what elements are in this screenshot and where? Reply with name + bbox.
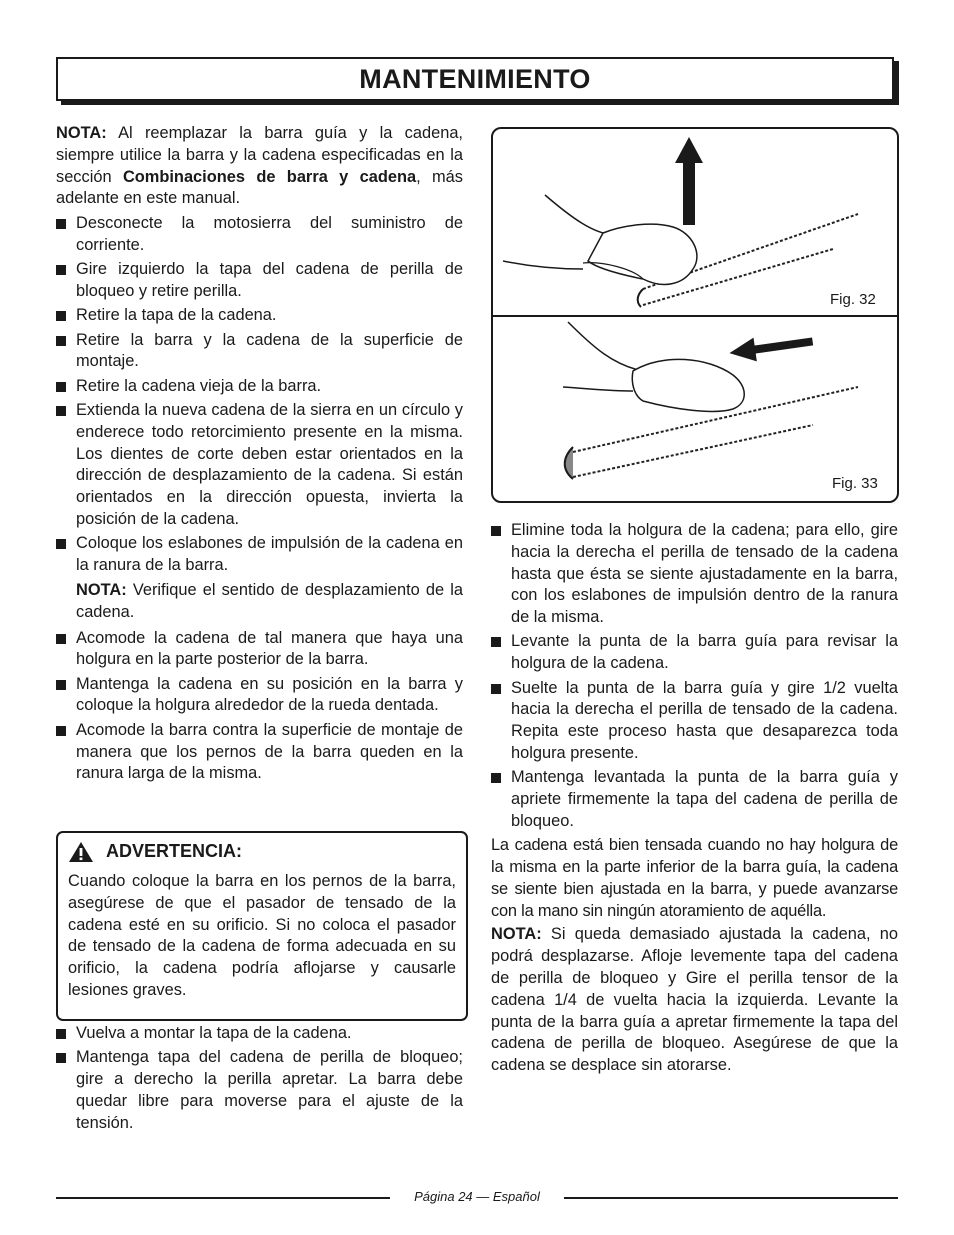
bullet-square-icon [491,637,501,647]
bullet-square-icon [491,526,501,536]
fig32-illustration [493,129,897,315]
bullet-square-icon [56,1053,66,1063]
page-title: MANTENIMIENTO [359,64,591,94]
list-item: Mantenga levantada la punta de la barra guía y apriete firmemente la tapa del cadena de perilla de bloqueo. [491,767,898,832]
warning-triangle-icon [68,841,94,863]
bullet-square-icon [56,1029,66,1039]
list-item: Levante la punta de la barra guía para revisar la holgura de la cadena. [491,631,898,675]
list-item: Mantenga la cadena en su posición en la barra y coloque la holgura alrededor de la rueda dentada. [56,674,463,718]
warning-header [68,841,456,863]
bullet-square-icon [491,773,501,783]
list-item: Elimine toda la holgura de la cadena; para ello, gire hacia la derecha el perilla de tensado de la cadena hasta que ésta se siente ajustadamente en la barra, con los eslabones de impulsión dentro de la ranura de la misma. [491,520,898,629]
steps-list [56,213,463,577]
fig32-caption: Fig. 32 [830,291,876,308]
intro-note [56,123,463,210]
list-item: Gire izquierdo la tapa del cadena de perilla de bloqueo y retire perilla. [56,259,463,303]
list-item: Coloque los eslabones de impulsión de la cadena en la ranura de la barra. [56,533,463,577]
list-item: Mantenga tapa del cadena de perilla de bloqueo; gire a derecho la perilla apretar. La barra debe quedar libre para moverse para el ajuste de la tensión. [56,1047,463,1134]
left-column [56,123,463,788]
page-number: Página 24 — Español [414,1189,540,1204]
warning-title: ADVERTENCIA: [106,841,243,862]
list-item: Vuelva a montar la tapa de la cadena. [56,1023,463,1045]
bullet-square-icon [56,311,66,321]
steps-list-2 [56,628,463,786]
section-title-box [56,57,894,101]
bullet-square-icon [56,680,66,690]
bullet-square-icon [56,336,66,346]
note-text-end: , más adelante en este manual. [56,167,463,208]
bullet-square-icon [56,634,66,644]
right-column [491,520,898,1077]
note-bold: Combinaciones de barra y cadena [122,167,417,186]
footer-rule-left [56,1197,390,1199]
list-item: Acomode la cadena de tal manera que haya una holgura en la parte posterior de la barra. [56,628,463,672]
bullet-square-icon [56,726,66,736]
right-steps-list [491,520,898,833]
warning-text: Cuando coloque la barra en los pernos de la barra, asegúrese de que el pasador de tensado de la cadena esté en su orificio. Si no coloca el pasador de tensado de la cadena de forma adecuada en su orificio, la cadena podría aflojarse y causarle lesiones graves. [68,872,456,999]
after-warning-list [56,1023,463,1137]
right-note: NOTA: Si queda demasiado ajustada la cadena, no podrá desplazarse. Afloje levemente tapa del cadena de perilla de bloqueo y Gire el perilla tensor de la cadena 1/4 de vuelta hacia la izquierda. Levante la punta de la barra guía a apretar firmemente la tapa del cadena de perilla de bloqueo. Asegúrese de que la cadena se desplace sin atorarse. [491,925,898,1075]
footer-rule-right [564,1197,898,1199]
fig33-caption: Fig. 33 [832,475,878,492]
sub-note: NOTA: Verifique el sentido de desplazamiento de la cadena. [76,580,463,621]
note-label: NOTA: [56,124,107,142]
page-footer [56,1188,898,1208]
bullet-square-icon [56,265,66,275]
list-item: Acomode la barra contra la superficie de montaje de manera que los pernos de la barra queden en la ranura larga de la misma. [56,720,463,785]
bullet-square-icon [491,684,501,694]
bullet-square-icon [56,406,66,416]
tension-paragraph: La cadena está bien tensada cuando no hay holgura de la misma en la parte inferior de la barra guía, la cadena se siente bien ajustada en la barra, y puede avanzarse con la mano sin ningún atoramiento de aquélla. [491,836,898,920]
list-item: Retire la cadena vieja de la barra. [56,376,463,398]
figure-box [491,127,899,503]
note-text: Al reemplazar la barra guía y la cadena, siempre utilice la barra y la cadena especificadas en la sección [56,124,463,186]
list-item: Retire la barra y la cadena de la superficie de montaje. [56,330,463,374]
list-item: Suelte la punta de la barra guía y gire 1/2 vuelta hacia la derecha el perilla de tensado de la cadena. Repita este proceso hasta que desaparezca toda holgura presente. [491,678,898,765]
bullet-square-icon [56,539,66,549]
list-item: Extienda la nueva cadena de la sierra en un círculo y enderece todo retorcimiento presente en la misma. Los dientes de corte deben estar orientados en la dirección de desplazamiento de la cadena. Si están orientados en la dirección opuesta, invierta la posición de la cadena. [56,400,463,531]
bullet-square-icon [56,382,66,392]
list-item: Retire la tapa de la cadena. [56,305,463,327]
list-item: Desconecte la motosierra del suministro de corriente. [56,213,463,257]
warning-box [56,831,468,1021]
bullet-square-icon [56,219,66,229]
